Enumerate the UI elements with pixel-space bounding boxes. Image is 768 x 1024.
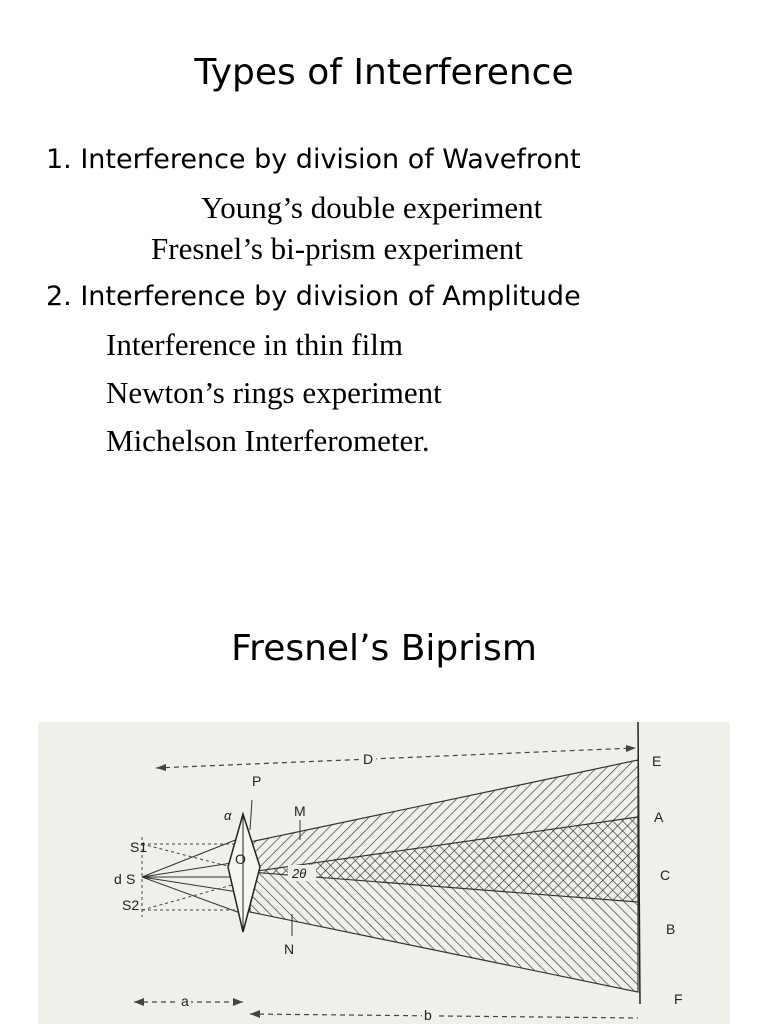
- heading-amplitude: 2. Interference by division of Amplitude: [46, 281, 581, 312]
- label-b: b: [424, 1007, 432, 1023]
- label-two-theta: 2θ: [292, 866, 307, 881]
- label-D: D: [363, 751, 374, 767]
- label-S1: S1: [130, 839, 148, 855]
- label-S: S: [126, 871, 136, 887]
- slide-title: Types of Interference: [194, 52, 574, 93]
- label-N: N: [284, 941, 295, 957]
- label-B: B: [666, 921, 676, 937]
- label-F: F: [674, 991, 683, 1007]
- heading-wavefront: 1. Interference by division of Wavefront: [46, 144, 581, 175]
- slide-title: Fresnel’s Biprism: [231, 628, 537, 669]
- example-youngs: Young’s double experiment: [201, 190, 543, 225]
- label-E: E: [652, 753, 662, 769]
- label-a: a: [181, 993, 189, 1009]
- example-michelson: Michelson Interferometer.: [106, 423, 430, 458]
- label-C: C: [660, 867, 671, 883]
- label-alpha: α: [224, 808, 232, 823]
- label-d: d: [114, 871, 122, 887]
- arrow-right-icon: [626, 745, 636, 752]
- label-P: P: [252, 773, 262, 789]
- biprism-diagram: [38, 722, 730, 1024]
- example-fresnel: Fresnel’s bi-prism experiment: [151, 231, 523, 266]
- arrow-left-icon: [156, 764, 166, 771]
- label-A: A: [654, 809, 664, 825]
- biprism: [228, 814, 260, 932]
- biprism-svg: [38, 722, 730, 1024]
- dimension-D: [156, 748, 634, 768]
- label-S2: S2: [122, 897, 140, 913]
- label-M: M: [294, 803, 306, 819]
- label-O: O: [235, 851, 246, 867]
- example-newtons-rings: Newton’s rings experiment: [106, 375, 442, 410]
- example-thin-film: Interference in thin film: [106, 327, 403, 362]
- dimension-b: [250, 1014, 638, 1018]
